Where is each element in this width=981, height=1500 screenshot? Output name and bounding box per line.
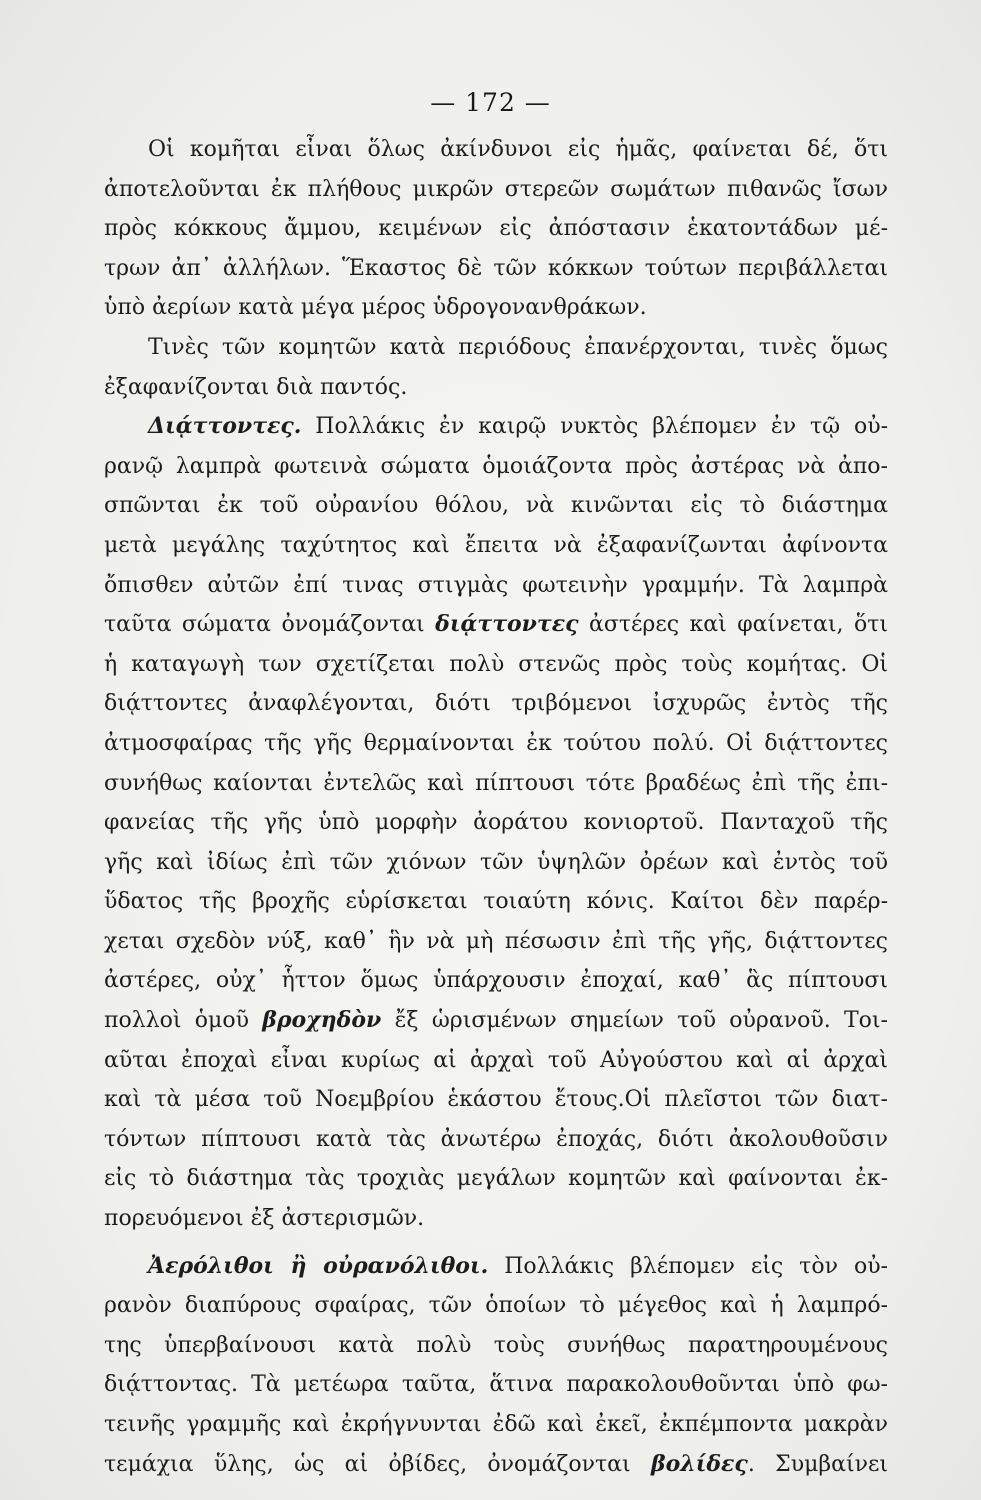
text-line: [104, 407, 888, 447]
line-text: ὄπισθεν αὐτῶν ἐπί τινας στιγμὰς φωτεινὴν γραμμήν. Τὰ λαμπρὰ: [104, 572, 888, 598]
text-line: [104, 368, 888, 408]
text-line: [104, 1080, 888, 1120]
section-heading: Διᾴττοντες.: [148, 413, 302, 440]
line-text: μετὰ μεγάλης ταχύτητος καὶ ἔπειτα νὰ ἐξαφανίζωνται ἀφίνοντα: [104, 532, 888, 558]
line-text: ὕδατος τῆς βροχῆς εὑρίσκεται τοιαύτη κόνις. Καίτοι δὲν παρέρ-: [104, 889, 888, 915]
text-line: [104, 1041, 888, 1081]
line-text: τεινῆς γραμμῆς καὶ ἐκρήγνυνται ἐδῶ καὶ ἐκεῖ, ἐκπέμποντα μακρὰν: [104, 1412, 888, 1437]
emphasized-term: διᾴττοντες: [435, 611, 579, 638]
line-text: συνήθως καίονται ἐντελῶς καὶ πίπτουσι τότε βραδέως ἐπὶ τῆς ἐπι-: [104, 770, 888, 796]
text-line: [104, 447, 888, 487]
line-text: πορευόμενοι ἐξ ἀστερισμῶν.: [104, 1206, 425, 1232]
text-line: [104, 1120, 888, 1160]
text-line: [104, 130, 888, 170]
text-line: [104, 961, 888, 1001]
text-line: [104, 922, 888, 962]
line-text: ἀποτελοῦνται ἐκ πλήθους μικρῶν στερεῶν σωμάτων πιθανῶς ἴσων: [104, 176, 888, 202]
line-text: πολλοὶ ὁμοῦ: [104, 1008, 263, 1034]
line-text: ἀστέρες καὶ φαίνεται, ὅτι: [578, 612, 888, 638]
line-text: . Συμβαίνει: [747, 1451, 889, 1477]
text-line: [104, 645, 888, 685]
text-line: [104, 1247, 888, 1287]
text-line: [104, 605, 888, 645]
text-line: [104, 486, 888, 526]
line-text: Τινὲς τῶν κομητῶν κατὰ περιόδους ἐπανέρχονται, τινὲς ὅμως: [148, 334, 888, 360]
line-text: ρανῷ λαμπρὰ φωτεινὰ σώματα ὁμοιάζοντα πρὸς ἀστέρας νὰ ἀπο-: [104, 453, 888, 479]
text-line: [104, 843, 888, 883]
line-text: πρὸς κόκκους ἄμμου, κειμένων εἰς ἀπόστασιν ἑκατοντάδων μέ-: [104, 216, 888, 242]
line-text: ἀστέρες, οὐχ᾽ ἧττον ὅμως ὑπάρχουσιν ἐποχαί, καθ᾽ ἃς πίπτουσι: [104, 968, 888, 994]
text-line: [104, 1326, 888, 1366]
line-text: ἐξαφανίζονται διὰ παντός.: [104, 374, 408, 400]
text-line: [104, 1199, 888, 1239]
line-text: ὑπὸ ἀερίων κατὰ μέγα μέρος ὑδρογονανθράκων.: [104, 295, 647, 321]
text-line: [104, 1365, 888, 1405]
text-line: [104, 288, 888, 328]
line-text: ταῦτα σώματα ὀνομάζονται: [104, 612, 436, 638]
line-text: εἰς τὸ διάστημα τὰς τροχιὰς μεγάλων κομητῶν καὶ φαίνονται ἐκ-: [104, 1166, 888, 1192]
emphasized-term: βολίδες: [651, 1450, 748, 1477]
line-text: Οἱ κομῆται εἶναι ὅλως ἀκίνδυνοι εἰς ἡμᾶς, φαίνεται δέ, ὅτι: [148, 137, 888, 162]
line-text: της ὑπερβαίνουσι κατὰ πολὺ τοὺς συνήθως παρατηρουμένους: [104, 1332, 888, 1358]
emphasized-term: βροχηδὸν: [262, 1007, 382, 1034]
page-number: — 172 —: [430, 88, 551, 117]
text-line: [104, 526, 888, 566]
text-line: [104, 566, 888, 606]
line-text: Πολλάκις ἐν καιρῷ νυκτὸς βλέπομεν ἐν τῷ οὐ-: [301, 414, 888, 440]
line-text: ἀτμοσφαίρας τῆς γῆς θερμαίνονται ἐκ τούτου πολύ. Οἱ διᾴττοντες: [104, 730, 888, 756]
text-line: [104, 249, 888, 289]
line-text: Πολλάκις βλέπομεν εἰς τὸν οὐ-: [488, 1253, 888, 1279]
line-text: ἔξ ὡρισμένων σημείων τοῦ οὐρανοῦ. Τοι-: [381, 1008, 888, 1034]
line-text: σπῶνται ἐκ τοῦ οὐρανίου θόλου, νὰ κινῶνται εἰς τὸ διάστημα: [104, 493, 888, 519]
text-line: [104, 209, 888, 249]
text-line: [104, 724, 888, 764]
line-text: διᾴττοντας. Τὰ μετέωρα ταῦτα, ἅτινα παρακολουθοῦνται ὑπὸ φω-: [104, 1372, 888, 1398]
line-text: χεται σχεδὸν νύξ, καθ᾽ ἣν νὰ μὴ πέσωσιν ἐπὶ τῆς γῆς, διᾴττοντες: [104, 928, 888, 954]
text-line: [104, 1445, 888, 1485]
line-text: τόντων πίπτουσι κατὰ τὰς ἀνωτέρω ἐποχάς, διότι ἀκολουθοῦσιν: [104, 1126, 888, 1152]
text-line: [104, 1286, 888, 1326]
line-text: φανείας τῆς γῆς ὑπὸ μορφὴν ἀοράτου κονιορτοῦ. Πανταχοῦ τῆς: [104, 810, 888, 836]
text-line: [104, 803, 888, 843]
text-line: [104, 328, 888, 368]
section-heading: Ἀερόλιθοι ἢ οὐρανόλιθοι.: [148, 1252, 489, 1279]
line-text: αῦται ἐποχαὶ εἶναι κυρίως αἱ ἀρχαὶ τοῦ Αὐγούστου καὶ αἱ ἀρχαὶ: [104, 1047, 888, 1073]
text-line: [104, 1001, 888, 1041]
line-text: ἡ καταγωγὴ των σχετίζεται πολὺ στενῶς πρὸς τοὺς κομήτας. Οἱ: [104, 651, 888, 677]
text-line: [104, 170, 888, 210]
text-line: [104, 764, 888, 804]
text-line: [104, 1405, 888, 1445]
line-text: καὶ τὰ μέσα τοῦ Νοεμβρίου ἑκάστου ἔτους.Οἱ πλεῖστοι τῶν διατ-: [104, 1087, 888, 1113]
text-line: [104, 882, 888, 922]
text-line: [104, 1159, 888, 1199]
line-text: τρων ἀπ᾽ ἀλλήλων. Ἕκαστος δὲ τῶν κόκκων τούτων περιβάλλεται: [104, 255, 888, 281]
line-text: ρανὸν διαπύρους σφαίρας, τῶν ὁποίων τὸ μέγεθος καὶ ἡ λαμπρό-: [104, 1293, 888, 1319]
body-text: [104, 130, 888, 1484]
text-line: [104, 684, 888, 724]
line-text: διᾴττοντες ἀναφλέγονται, διότι τριβόμενοι ἰσχυρῶς ἐντὸς τῆς: [104, 691, 888, 717]
line-text: τεμάχια ὕλης, ὡς αἱ ὀβίδες, ὀνομάζονται: [104, 1451, 652, 1477]
line-text: γῆς καὶ ἰδίως ἐπὶ τῶν χιόνων τῶν ὑψηλῶν ὀρέων καὶ ἐντὸς τοῦ: [104, 849, 888, 875]
